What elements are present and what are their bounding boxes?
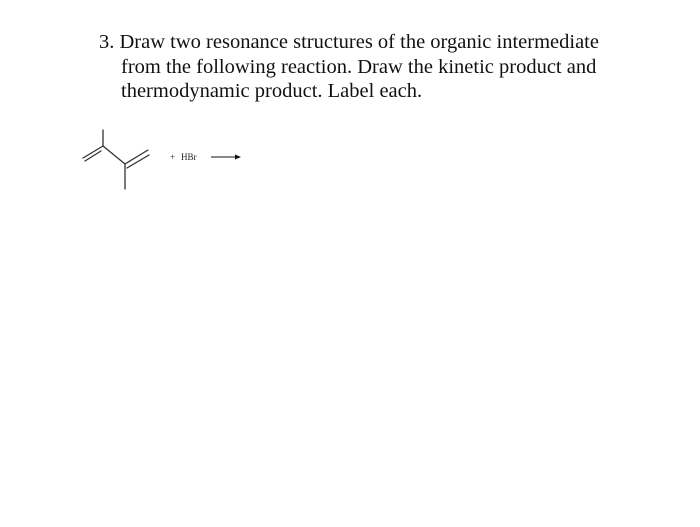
reagent-label: HBr [181, 152, 197, 162]
question-text-line-1: Draw two resonance structures of the organic intermediate [119, 31, 599, 53]
question-number: 3. [99, 31, 115, 53]
question-text-line-2: from the following reaction. Draw the kinetic product and [121, 55, 597, 78]
plus-sign: + [170, 152, 176, 162]
arrow-head [235, 155, 241, 160]
diene-structure [83, 130, 149, 189]
reaction-arrow [211, 155, 241, 160]
bond-center-single [103, 146, 125, 164]
question-text-line-3: thermodynamic product. Label each. [121, 80, 423, 102]
